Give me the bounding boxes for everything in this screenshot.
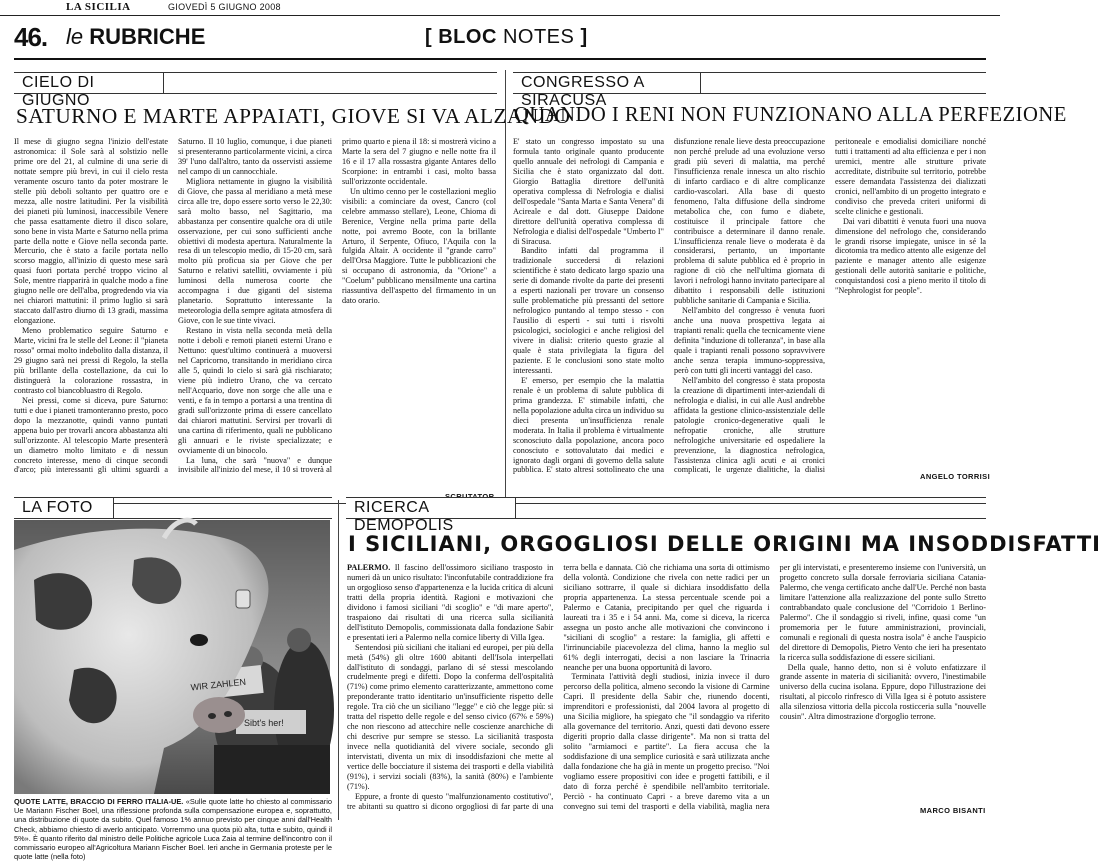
article-dateline: PALERMO. — [347, 563, 391, 572]
article-paragraph: Nell'ambito del congresso è venuta fuori anche una nuova prospettiva legata ai trapianti renali: quella che tecnicamente viene definita "induzione di tolleranza", in base alla quale i trapianti renali possono sopravvivere anche senza terapia immuno-soppressiva, però con tutti gli incerti vantaggi del caso. — [674, 306, 825, 375]
headline-demopolis: I SICILIANI, ORGOGLIOSI DELLE ORIGINI MA INSODDISFATTI — [348, 532, 1101, 556]
header-rule — [14, 58, 986, 60]
bloc-bracket-close: ] — [580, 26, 588, 48]
kicker-cielo: CIELO DI GIUGNO — [14, 72, 164, 94]
bloc-notes-title — [425, 26, 588, 49]
kicker-demopolis: RICERCA DEMOPOLIS — [346, 497, 516, 519]
section-title — [66, 24, 205, 50]
section-prefix: le — [66, 24, 84, 49]
article-paragraph: E' stato un congresso impostato su una formula tanto originale quanto producente quello annuale dei nefrologi di Campania e Sicilia che è stato organizzato dal dott. Giorgio Battaglia direttore dell'unità operativa complessa di Nefrologia e dialisi dell'ospedale "Santa Marta e Santa Venera" di Acireale e dal dott. Giuseppe Daidone direttore dell'unità operativa complessa di Nefrologia e dialisi dell'ospedale "Umberto I" di Siracusa. — [513, 137, 664, 246]
article-paragraph: Migliora nettamente in giugno la visibilità di Giove, che passa al meridiano a metà mese circa alle tre, dopo essere sorto verso le 22,30: sarà molto basso, nel Sagittario, ma abbastanza per consentire qualche ora di utile osservazione, per cui sono sufficienti anche obiettivi di modesta apertura. Naturalmente la resa di un telescopio medio, di 15-20 cm, sarà molto più proficua sia per Giove che per Saturno e relativi satelliti, ovviamente i più luminosi della numerosa coorte che accompagna i due giganti del sistema planetario. Soprattutto interessante la meteorologia della sempre agitata atmosfera di Giove, con le sue tinte vivaci. — [178, 176, 332, 326]
article-paragraph: Sentendosi più siciliani che italiani ed europei, per più della metà (54%) gli oltre 1600 abitanti dell'Isola interpellati dall'istituto di sondaggi, parlano di sé stessi mescolando crudelmente pregi e difetti. Dopo la conferma dell'ospitalità (71%) come primo elemento caratterizzante, ammettono come preponderante tratto identitario un'insufficiente rispetto delle regole. Tra ciò che un siciliano "legge" e ciò che legge più: si tratta del rispetto delle regole e del senso civico (67% e 59%) che non riescono ad attecchire nelle coscienze anarchiche di chi descrive pur sempre se stesso. La sicilianità trasposta invece nella quotidianità del vivere sociale, secondo gli intervistati, diventa un mix di insoddisfazioni che mette al vertice delle bocciature il sistema dei trasporti e della viabilità (91%), i servizi sociali (83%), la sanità (80%) e l'ambiente (71%). — [347, 642, 554, 791]
headline-cielo: SATURNO E MARTE APPAIATI, GIOVE SI VA ALZANDO — [16, 104, 571, 128]
body-cielo — [14, 137, 496, 483]
column-separator-bottom — [338, 500, 339, 820]
column-separator-top — [505, 70, 506, 502]
photo-cow-protest-illustration — [14, 520, 330, 794]
author-congresso: ANGELO TORRISI — [920, 472, 991, 481]
article-paragraph: Bandito infatti dal programma il tradizionale succedersi di relazioni scientifiche è stato dedicato largo spazio una serie di domande rivolte da parte dei presenti a esperti nazionali per trovare un consenso sulle problematiche più pressanti del settore nefrologico puntando al tempo stesso - con l'ausilio di esperti - sui tutti i risvolti psicologici, sociologici e anche religiosi del vivere in dialisi: criterio questo grazie al quale è stata privilegiata la figura del paziente. E le conclusioni sono state molto interessanti. — [513, 246, 664, 375]
body-congresso — [513, 137, 986, 483]
photo-sign-text-2: Sibt's her! — [244, 718, 284, 728]
body-demopolis — [347, 563, 986, 819]
article-paragraph: Eppure, a fronte di questo "malfunzionamento costitutivo", tre abitanti su quattro si dicono orgogliosi di far parte di una terra bella e dannata. Ciò che richiama una sorta di ottimismo della volontà. Condizione che rivela con nette radici per un siciliano sottrarre, il quale si dichiara insoddisfatto della propria appartenenza. La stessa percentuale scende poi a Palermo e Catania, precipitando per quel che riguarda i laureati tra i 35 e i 54 anni. Ma, come si diceva, la ricerca assegna un posto anche alle motivazioni che convincono i "siciliani di scoglio" a restare: la famiglia, gli affetti e l'irrinunciabile piacevolezza del clima, hanno la meglio sul 61% degli interrogati, decisi a non lasciare la Trinacria neanche per una buona opportunità di lavoro. — [347, 563, 770, 811]
caption-text: «Sulle quote latte ho chiesto al commissario Ue Mariann Fischer Boel, una riflessione profonda sulla compensazione europea e, soprattutto, una distribuzione di quote da subito. Quel famoso 1% annuo previsto per cinque anni dall'Health Check, abbiamo chiesto di averlo anticipato. Vorremmo una quota più alta, tutta e subito, quindi il 5%». È quanto riferito dal ministro delle Politiche agricole Luca Zaia al termine dell'incontro con il commissario europeo all'Agricoltura Mariann Fischer Boel. Ieri anche in Germania proteste per le quote latte (nella foto) — [14, 797, 332, 861]
article-paragraph: Della quale, hanno detto, non si è voluto enfatizzare il grande assente in materia di sicilianità: ovvero, l'inestimabile universo della cucina isolana. Eppure, dopo l'illustrazione dei risultati, al piccolo rinfresco di Villa Igea si è potuto assistere alla silenziosa vittoria della piccola rosticceria sulla "nouvelle cousin". Altra dimostrazione d'orgoglio terrone. — [779, 662, 986, 722]
article-paragraph — [347, 563, 553, 643]
news-photo — [14, 520, 330, 794]
bloc-title-bold: BLOC — [438, 26, 497, 48]
article-paragraph: Meno problematico seguire Saturno e Marte, vicini fra le stelle del Leone: il "pianeta rosso" ormai molto indebolito dalla distanza, il 29 giugno sarà nei pressi di Regolo, la stella più brillante della costellazione, da cui lo distinguerà la colorazione rossastra, in contrasto col biancobluastro di Regolo. — [14, 326, 168, 395]
article-paragraph-text: Il fascino dell'ossimoro siciliano trasposto in numeri dà un unico risultato: l'inconfutabile contraddizione fra un orgoglioso senso d'appartenenza e la lucida critica di alcuni tratti della propria identità. Ragioni e motivazioni che dividono i famosi siciliani "di scoglio" e "di mare aperto", traspaiono dai risultati di una ricerca sulla sicilianità dell'istituto Demopolis, commissionata dalla fondazione Sabir e presentati ieri a Palermo nella cornice liberty di Villa Igea. — [347, 563, 554, 642]
article-paragraph: E' emerso, per esempio che la malattia renale è un problema di salute pubblica di prima grandezza. E' stimabile infatti, che nella popolazione adulta circa un individuo su dieci presenta un'insufficienza renale moderata. In Italia il problema è virtualmente sconosciuto dalla popolazione, ancora poco conosciuto e sottovalutato dai medici e ignorato dagli organi di governo della salute pubblica. E' stato altresì sottolineato che una disfunzione renale lieve desta preoccupazione non perché prelude ad una evoluzione verso gradi più severi di malattia, ma perché l'insufficienza renale innesca un alto rischio di infarto cardiaco e di altre complicanze cardio-vascolari. Alla base di questo fenomeno, l'alta diffusione della sindrome metabolica che, con fumo e diabete, costituisce il principale fattore che contribuisce a determinare il danno renale. L'insufficienza renale lieve o moderata è da considerarsi, pertanto, un importante problema di salute pubblica ed è proprio in ragione di ciò che nell'ultima giornata di lavori i nefrologi hanno invitato partecipare al dibattito i responsabili delle istituzioni pubbliche sanitarie di Campania e Sicilia. — [513, 137, 825, 475]
section-name: RUBRICHE — [89, 24, 206, 49]
article-paragraph: Restano in vista nella seconda metà della notte i deboli e remoti pianeti esterni Urano e Nettuno: quest'ultimo continuerà a muoversi nel Capricorno, transitando in meridiano circa alle 5, quindi lo cielo si sarà già rischiarato; viene più indietro Urano, che va cercato nell'Acquario, dove non sorge che alle una e venti, e fa in tempo a portarsi a una trentina di gradi sull'orizzonte prima di essere cancellato dai chiarori mattutini. Servirsi per trovarli di una cartina di riferimento, quali ne pubblicano gli annuari e le riviste specializzate; e ovviamente di un binocolo. — [178, 326, 332, 455]
kicker-congresso: CONGRESSO A SIRACUSA — [513, 72, 701, 94]
photo-caption — [14, 797, 332, 861]
article-paragraph: Il mese di giugno segna l'inizio dell'estate astronomica: il Sole sarà al solstizio nelle prime ore del 21, al culmine di una serie di nottate sempre più brevi, in cui il cielo resta veramente oscuro tanto da poter mostrare le stelle più deboli soltanto per quattro ore e mezza, alle nostre latitudini. Per la visibilità dei pianeti più luminosi, inaccessibile Venere che passa esattamente dietro il disco solare, sono bene in vista Marte e Saturno nella prima parte della notte e Giove nella seconda parte. Mercurio, che è stato a facile portata nello scorso maggio, all'inizio di questo mese sarà quasi fuori portata perché troppo vicino al Sole, mentre riapparirà in qualche modo a fine giugno nelle ore dell'alba, progredendo via via nei chiarori mattutini: il primo luglio si sarà staccato dall'astro diurno di 13 gradi, massima elongazione. — [14, 137, 168, 326]
bloc-bracket-open: [ — [425, 26, 433, 48]
kicker-foto: LA FOTO — [14, 497, 114, 519]
article-paragraph: La luna, che sarà "nuova" e dunque invisibile all'inizio del mese, il 10 si troverà al primo quarto e piena il 18: si mostrerà vicino a Marte la sera del 7 giugno e nelle notte fra il 16 e il 17 alla rossastra gigante Antares dello Scorpione: in entrambi i casi, molto bassa sull'orizzonte occidentale. — [178, 137, 496, 475]
article-paragraph: Nell'ambito del congresso è stata proposta la creazione di dipartimenti inter-aziendali di nefrologia e dialisi, in cui alle Ausl andrebbe affidata la gestione clinico-assistenziale delle patologie cronico-degenerative quali le nefropatie croniche, alle strutture nefrologiche universitarie ed ospedaliere la prevenzione, la diagnostica nefrologica, l'assistenza clinica agli acuti e ai cronici complicati, le urgenze dialitiche, la dialisi peritoneale e emodialisi domiciliare nonché tutti i trattamenti ad alta efficienza e per i non uremici, mentre alle strutture private accreditate, distribuite sul territorio, potrebbe essere demandata l'assistenza dei dializzati cronici, nell'ambito di un progetto integrato e condiviso che preveda criteri uniformi di scelte cliniche e gestionali. — [674, 137, 986, 475]
top-bar — [0, 0, 1000, 16]
article-paragraph: Terminata l'attività degli studiosi, inizia invece il duro percorso della politica, almeno secondo la visione di Carmine Capri. Il presidente della Sabir che, riunendo docenti, imprenditori e professionisti, dal 2004 lavora al progetto di una Sicilia migliore, ha spiegato che "il sondaggio va riferito alla governance del territorio. Anzi, questi dati devono essere digeriti proprio dalla classe dirigente". Ma non si tratta del solito "armiamoci e partite". La fiera accusa che la soddisfazione di una semplice curiosità e sarà utilizzata anche dalla fondazione che ha già in mente un progetto preciso. "Noi vogliamo essere propositivi con idee e progetti fattibili, e il dato di forza perché è spendibile nell'ambito territoriale. Perciò - ha continuato Capri - a breve daremo vita a un convegno sui temi del trasporti e della viabilità, maglia nera per gli intervistati, e presenteremo insieme con l'università, un progetto concreto sulla dorsale ferroviaria siciliana Catania-Palermo, che venga certificato anche dall'Ue. Perché non basta limitare l'attenzione alla realizzazione del ponte sullo Stretto contrabbandato quale conclusione del "Corridoio 1 Berlino-Palermo". Che il sondaggio si riveli, infine, quasi come "un promemoria per le future amministrazioni, provinciali, comunali e regionali di questa nostra isola" è anche l'auspicio del direttore di Demopolis, Pietro Vento che ieri ha presentato la ricerca sulla soddisfazione di essere siciliani. — [563, 563, 986, 811]
caption-lead: QUOTE LATTE, BRACCIO DI FERRO ITALIA-UE. — [14, 797, 184, 806]
bloc-title-rest: NOTES — [502, 26, 575, 48]
page-number: 46. — [14, 22, 48, 52]
author-demopolis: MARCO BISANTI — [920, 806, 986, 815]
masthead: LA SICILIA — [66, 1, 131, 13]
article-paragraph: Nei pressi, come si diceva, pure Saturno: tutti e due i pianeti tramonteranno presto, poco dopo la mezzanotte, quindi vanno puntati appena buio per trovarli ancora abbastanza alti sull'orizzonte. Al telescopio Marte presenterà un diametro molto limitato e di nessun concreto interesse, meno di cinque secondi d'arco; più interessanti gli ultimi sguardi a Saturno. Il 10 luglio, comunque, i due pianeti si presenteranno particolarmente vicini, a circa 39' l'uno dall'altro, tanto da osservisti assieme nel campo di un cannocchiale. — [14, 137, 332, 475]
issue-date: GIOVEDÌ 5 GIUGNO 2008 — [168, 2, 281, 12]
photo-sign-text: WIR ZAHLEN — [190, 676, 247, 693]
headline-congresso: QUANDO I RENI NON FUNZIONANO ALLA PERFEZIONE — [514, 104, 1067, 126]
article-paragraph: Dai vari dibattiti è venuta fuori una nuova dimensione del nefrologo che, considerando le grandi risorse impiegate, unisce in sé la dicotomia tra medico attento alle esigenze del paziente e manager attento alle esigenze gestionali delle autorità sanitarie e politiche, conquistandosi così a pieno merito il titolo di "Nephrologist for people". — [835, 216, 986, 296]
article-paragraph: Un ultimo cenno per le costellazioni meglio visibili: a cominciare da ovest, Cancro (col celebre ammasso stellare), Leone, Chioma di Berenice, Vergine nella prima parte della notte, poi avremo Boote, con la brillante Arturo, il Serpente, Ofiuco, l'Aquila con la fulgida Altair. A occidente il "grande carro" dell'Orsa Maggiore. Tutte le pubblicazioni che si occupano di astronomia, da "Orione" a "Coelum" pubblicano mensilmente una cartina riassuntiva dell'aspetto del firmamento in un dato orario. — [342, 186, 496, 306]
